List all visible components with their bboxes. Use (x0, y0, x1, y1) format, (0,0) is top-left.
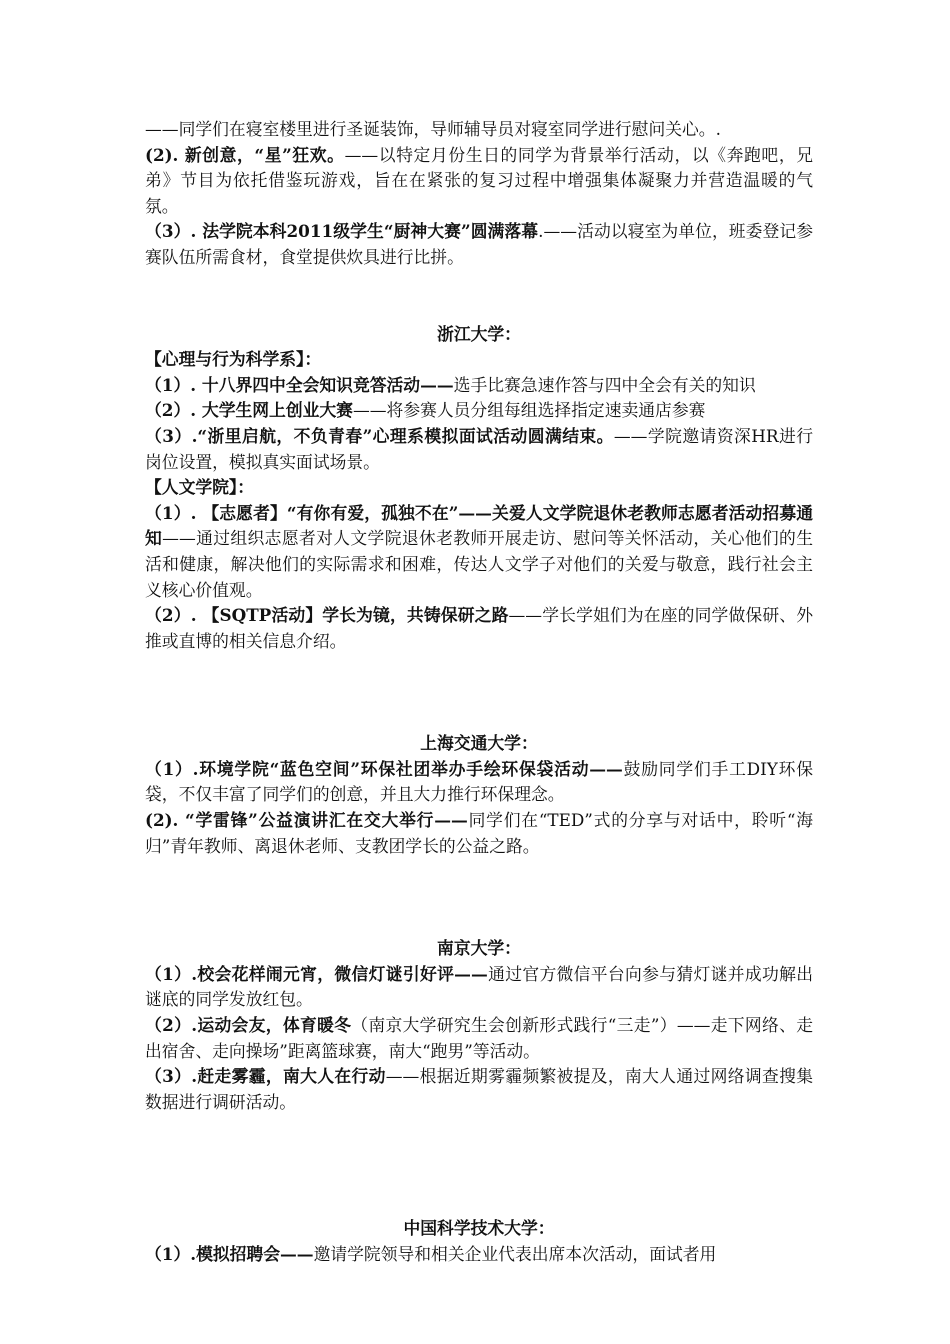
nju-item-2 (145, 1013, 813, 1064)
intro-item-3 (145, 219, 813, 270)
item-title: （3）.赶走雾霾，南大人在行动 (145, 1066, 386, 1087)
nju-item-1 (145, 962, 813, 1013)
sjtu-item-1 (145, 757, 813, 808)
item-title: （1）. 十八界四中全会知识竞答活动—— (145, 374, 454, 395)
sjtu-heading: 上海交通大学： (420, 733, 538, 754)
sjtu-item-2 (145, 808, 813, 859)
nju-item-3 (145, 1064, 813, 1115)
zju-d1-item-3 (145, 424, 813, 475)
zju-heading: 浙江大学： (437, 323, 521, 344)
item-title: （1）. 【志愿者】“有你有爱，孤独不在”——关爱人文学院退休老教师志愿者活动招募通知 (145, 502, 813, 549)
item-text: ——学院邀请资深HR进行岗位设置，模拟真实面试场景。 (145, 425, 813, 472)
zju-dept-humanities: 【人文学院】： (145, 477, 255, 498)
item-title: （3）. 法学院本科2011级学生“厨神大赛”圆满落幕 (145, 221, 539, 242)
item-text: ——将参赛人员分组每组选择指定速卖通店参赛 (352, 400, 706, 421)
item-text: ——根据近期雾霾频繁被提及，南大人通过网络调查搜集数据进行调研活动。 (145, 1066, 813, 1112)
item-title: （1）.校会花样闹元宵，微信灯谜引好评—— (145, 963, 488, 984)
item-title: （1）.模拟招聘会—— (145, 1244, 314, 1264)
ustc-heading: 中国科学技术大学： (403, 1218, 555, 1239)
item-text: ——学长学姐们为在座的同学做保研、外推或直博的相关信息介绍。 (145, 605, 813, 651)
item-title: (2). 新创意，“星”狂欢。 (145, 144, 345, 165)
item-text: 邀请学院领导和相关企业代表出席本次活动，面试者用 (313, 1244, 717, 1264)
item-title: （2）.运动会友，体育暖冬 (145, 1015, 352, 1036)
zju-d1-item-2 (145, 398, 813, 424)
intro-line (145, 117, 813, 143)
zju-d2-item-1 (145, 501, 813, 603)
zju-d1-item-1 (145, 373, 813, 399)
item-text: 鼓励同学们手工DIY环保袋，不仅丰富了同学们的创意，并且大力推行环保理念。 (145, 758, 813, 805)
item-title: （3）.“浙里启航，不负青春”心理系模拟面试活动圆满结束。 (145, 425, 614, 446)
item-text: ——以特定月份生日的同学为背景举行活动，以《奔跑吧，兄弟》节目为依托借鉴玩游戏，旨在在紧张的复习过程中增强集体凝聚力并营造温暖的气氛。 (145, 144, 814, 216)
item-text: .——活动以寝室为单位，班委登记参赛队伍所需食材，食堂提供炊具进行比拼。 (145, 221, 814, 267)
intro-text: ——同学们在寝室楼里进行圣诞装饰，导师辅导员对寝室同学进行慰问关心。. (145, 119, 721, 139)
item-text: 同学们在“TED”式的分享与对话中，聆听“海归”青年教师、离退休老师、支教团学长的公益之路。 (145, 810, 813, 856)
ustc-item-1 (145, 1242, 813, 1268)
intro-item-2 (145, 143, 813, 220)
item-title: （1）.环境学院“蓝色空间”环保社团举办手绘环保袋活动—— (145, 758, 623, 779)
zju-dept-psychology: 【心理与行为科学系】： (145, 349, 322, 370)
item-text: 选手比赛急速作答与四中全会有关的知识 (453, 374, 756, 395)
nju-heading: 南京大学： (437, 938, 521, 959)
item-text: （南京大学研究生会创新形式践行“三走”）——走下网络、走出宿舍、走向操场”距离篮球赛，南大“跑男”等活动。 (145, 1015, 813, 1061)
document-page (145, 117, 813, 1268)
item-title: （2）. 【SQTP活动】学长为镜，共铸保研之路 (145, 605, 509, 626)
item-title: (2). “学雷锋”公益演讲汇在交大举行—— (145, 810, 468, 831)
item-title: （2）. 大学生网上创业大赛 (145, 400, 353, 421)
item-text: ——通过组织志愿者对人文学院退休老教师开展走访、慰问等关怀活动，关心他们的生活和健康，解决他们的实际需求和困难，传达人文学子对他们的关爱与敬意，践行社会主义核心价值观。 (145, 528, 813, 600)
item-text: 通过官方微信平台向参与猜灯谜并成功解出谜底的同学发放红包。 (145, 963, 813, 1010)
zju-d2-item-2 (145, 603, 813, 654)
